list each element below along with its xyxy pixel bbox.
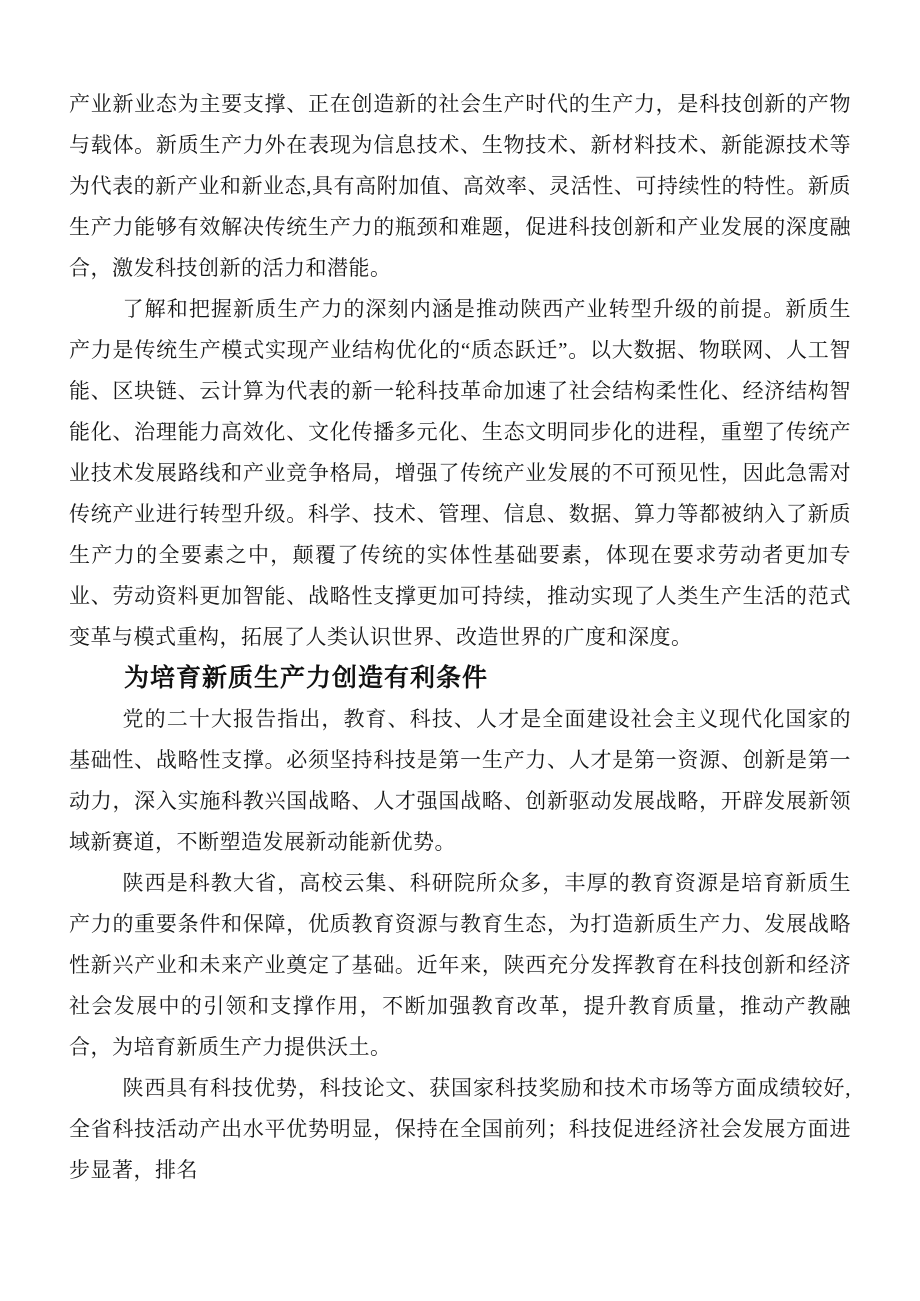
paragraph-continuation: 产业新业态为主要支撑、正在创造新的社会生产时代的生产力，是科技创新的产物与载体。新质生产力外在表现为信息技术、生物技术、新材料技术、新能源技术等为代表的新产业和新业态,具有高附加值、高效率、灵活性、可持续性的特性。新质生产力能够有效解决传统生产力的瓶颈和难题，促进科技创新和产业发展的深度融合，激发科技创新的活力和潜能。 (69, 92, 851, 280)
paragraph-cutoff: 陕西具有科技优势，科技论文、获国家科技奖励和技术市场等方面成绩较好,全省科技活动产出水平优势明显，保持在全国前列；科技促进经济社会发展方面进步显著，排名 (69, 1076, 851, 1182)
section-heading: 为培育新质生产力创造有利条件 (124, 665, 489, 692)
paragraph: 了解和把握新质生产力的深刻内涵是推动陕西产业转型升级的前提。新质生产力是传统生产模式实现产业结构优化的“质态跃迁”。以大数据、物联网、人工智能、区块链、云计算为代表的新一轮科技革命加速了社会结构柔性化、经济结构智能化、治理能力高效化、文化传播多元化、生态文明同步化的进程，重塑了传统产业技术发展路线和产业竞争格局，增强了传统产业发展的不可预见性，因此急需对传统产业进行转型升级。科学、技术、管理、信息、数据、算力等都被纳入了新质生产力的全要素之中，颠覆了传统的实体性基础要素，体现在要求劳动者更加专业、劳动资料更加智能、战略性支撑更加可持续，推动实现了人类生产生活的范式变革与模式重构，拓展了人类认识世界、改造世界的广度和深度。 (69, 297, 851, 649)
document-content (69, 84, 851, 1191)
paragraph: 陕西是科教大省，高校云集、科研院所众多，丰厚的教育资源是培育新质生产力的重要条件和保障，优质教育资源与教育生态，为打造新质生产力、发展战略性新兴产业和未来产业奠定了基础。近年来，陕西充分发挥教育在科技创新和经济社会发展中的引领和支撑作用，不断加强教育改革，提升教育质量，推动产教融合，为培育新质生产力提供沃土。 (69, 871, 851, 1059)
paragraph: 党的二十大报告指出，教育、科技、人才是全面建设社会主义现代化国家的基础性、战略性支撑。必须坚持科技是第一生产力、人才是第一资源、创新是第一动力，深入实施科教兴国战略、人才强国战略、创新驱动发展战略，开辟发展新领域新赛道，不断塑造发展新动能新优势。 (69, 707, 851, 854)
